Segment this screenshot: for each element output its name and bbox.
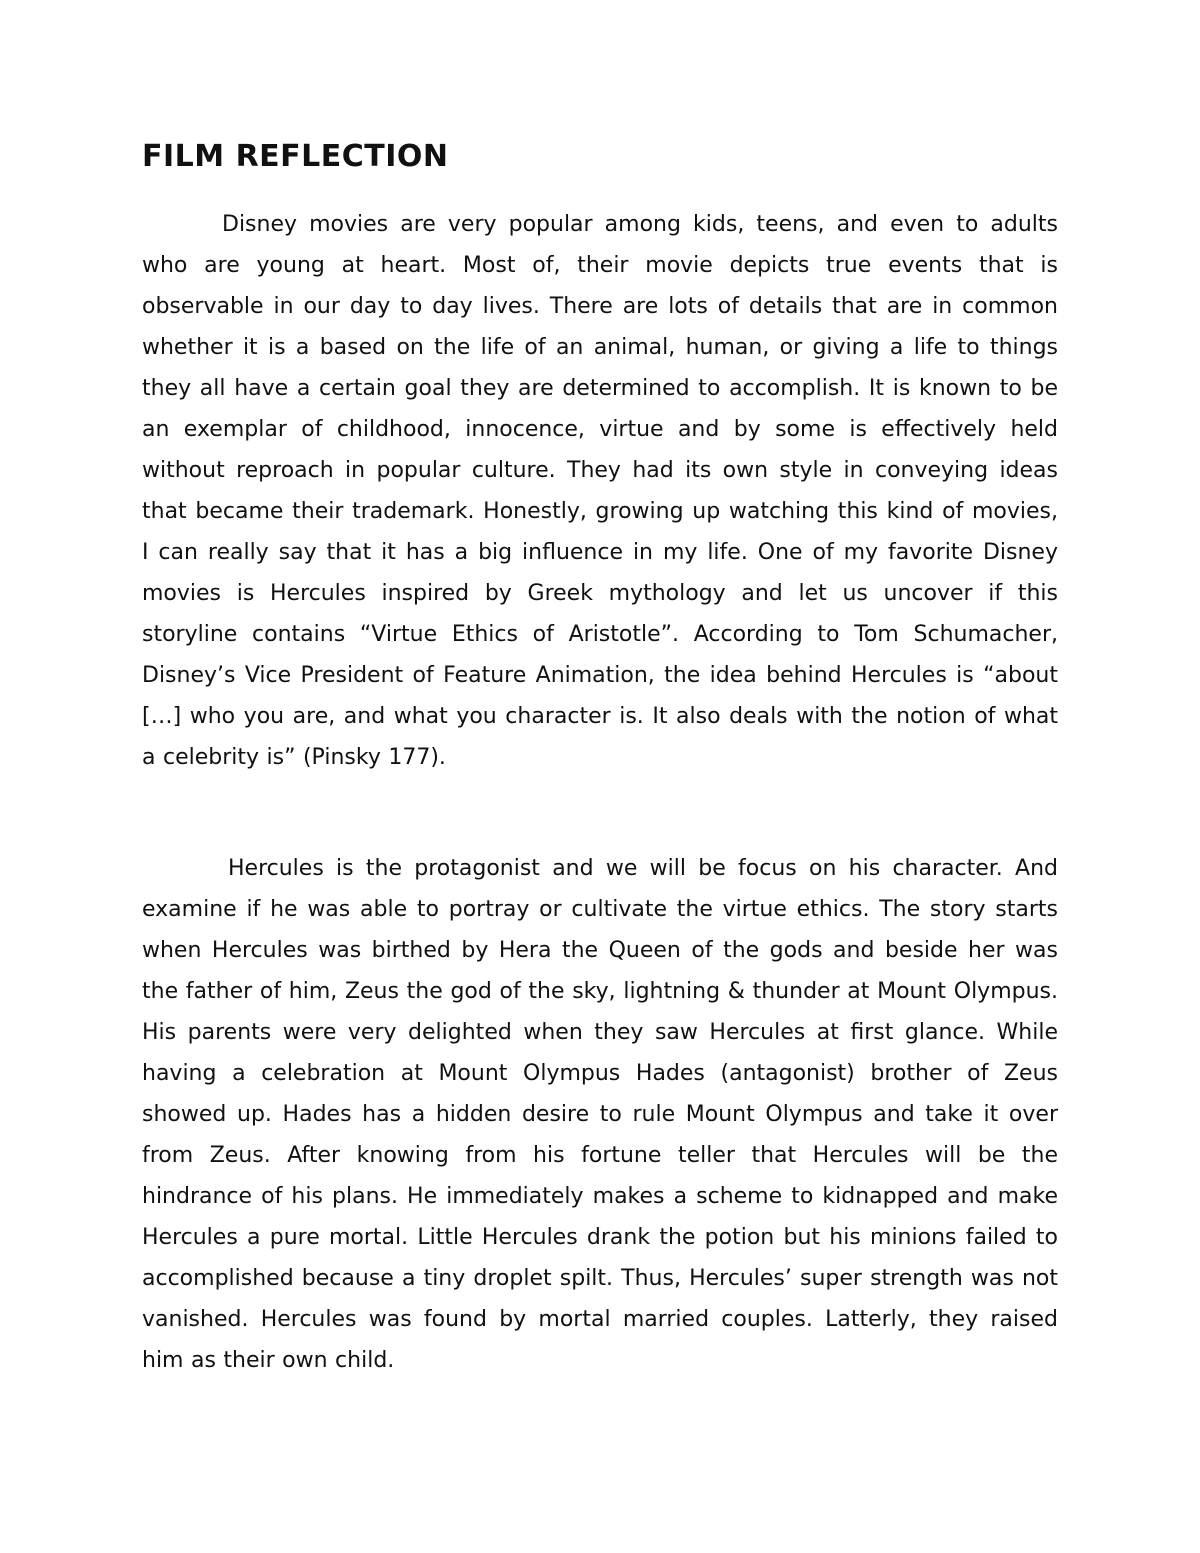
document-title: FILM REFLECTION [142, 139, 449, 174]
paragraph-story: Hercules is the protagonist and we will be focus on his character. And examine if he was able to portray or cultivate the virtue ethics. The story starts when Hercules was birthed by Hera the Queen of the gods and beside her was the father of him, Zeus the god of the sky, lightning & thunder at Mount Olympus. His parents were very delighted when they saw Hercules at first glance. While having a celebration at Mount Olympus Hades (antagonist) brother of Zeus showed up. Hades has a hidden desire to rule Mount Olympus and take it over from Zeus. After knowing from his fortune teller that Hercules will be the hindrance of his plans. He immediately makes a scheme to kidnapped and make Hercules a pure mortal. Little Hercules drank the potion but his minions failed to accomplished because a tiny droplet spilt. Thus, Hercules’ super strength was not vanished. Hercules was found by mortal married couples. Latterly, they raised him as their own child. [142, 856, 1058, 1373]
paragraph-intro: Disney movies are very popular among kids, teens, and even to adults who are young at heart. Most of, their movie depicts true events that is observable in our day to day lives. There are lots of details that are in common whether it is a based on the life of an animal, human, or giving a life to things they all have a certain goal they are determined to accomplish. It is known to be an exemplar of childhood, innocence, virtue and by some is effectively held without reproach in popular culture. They had its own style in conveying ideas that became their trademark. Honestly, growing up watching this kind of movies, I can really say that it has a big influence in my life. One of my favorite Disney movies is Hercules inspired by Greek mythology and let us uncover if this storyline contains “Virtue Ethics of Aristotle”. According to Tom Schumacher, Disney’s Vice President of Feature Animation, the idea behind Hercules is “about […] who you are, and what you character is. It also deals with the notion of what a celebrity is” (Pinsky 177). [142, 212, 1058, 770]
